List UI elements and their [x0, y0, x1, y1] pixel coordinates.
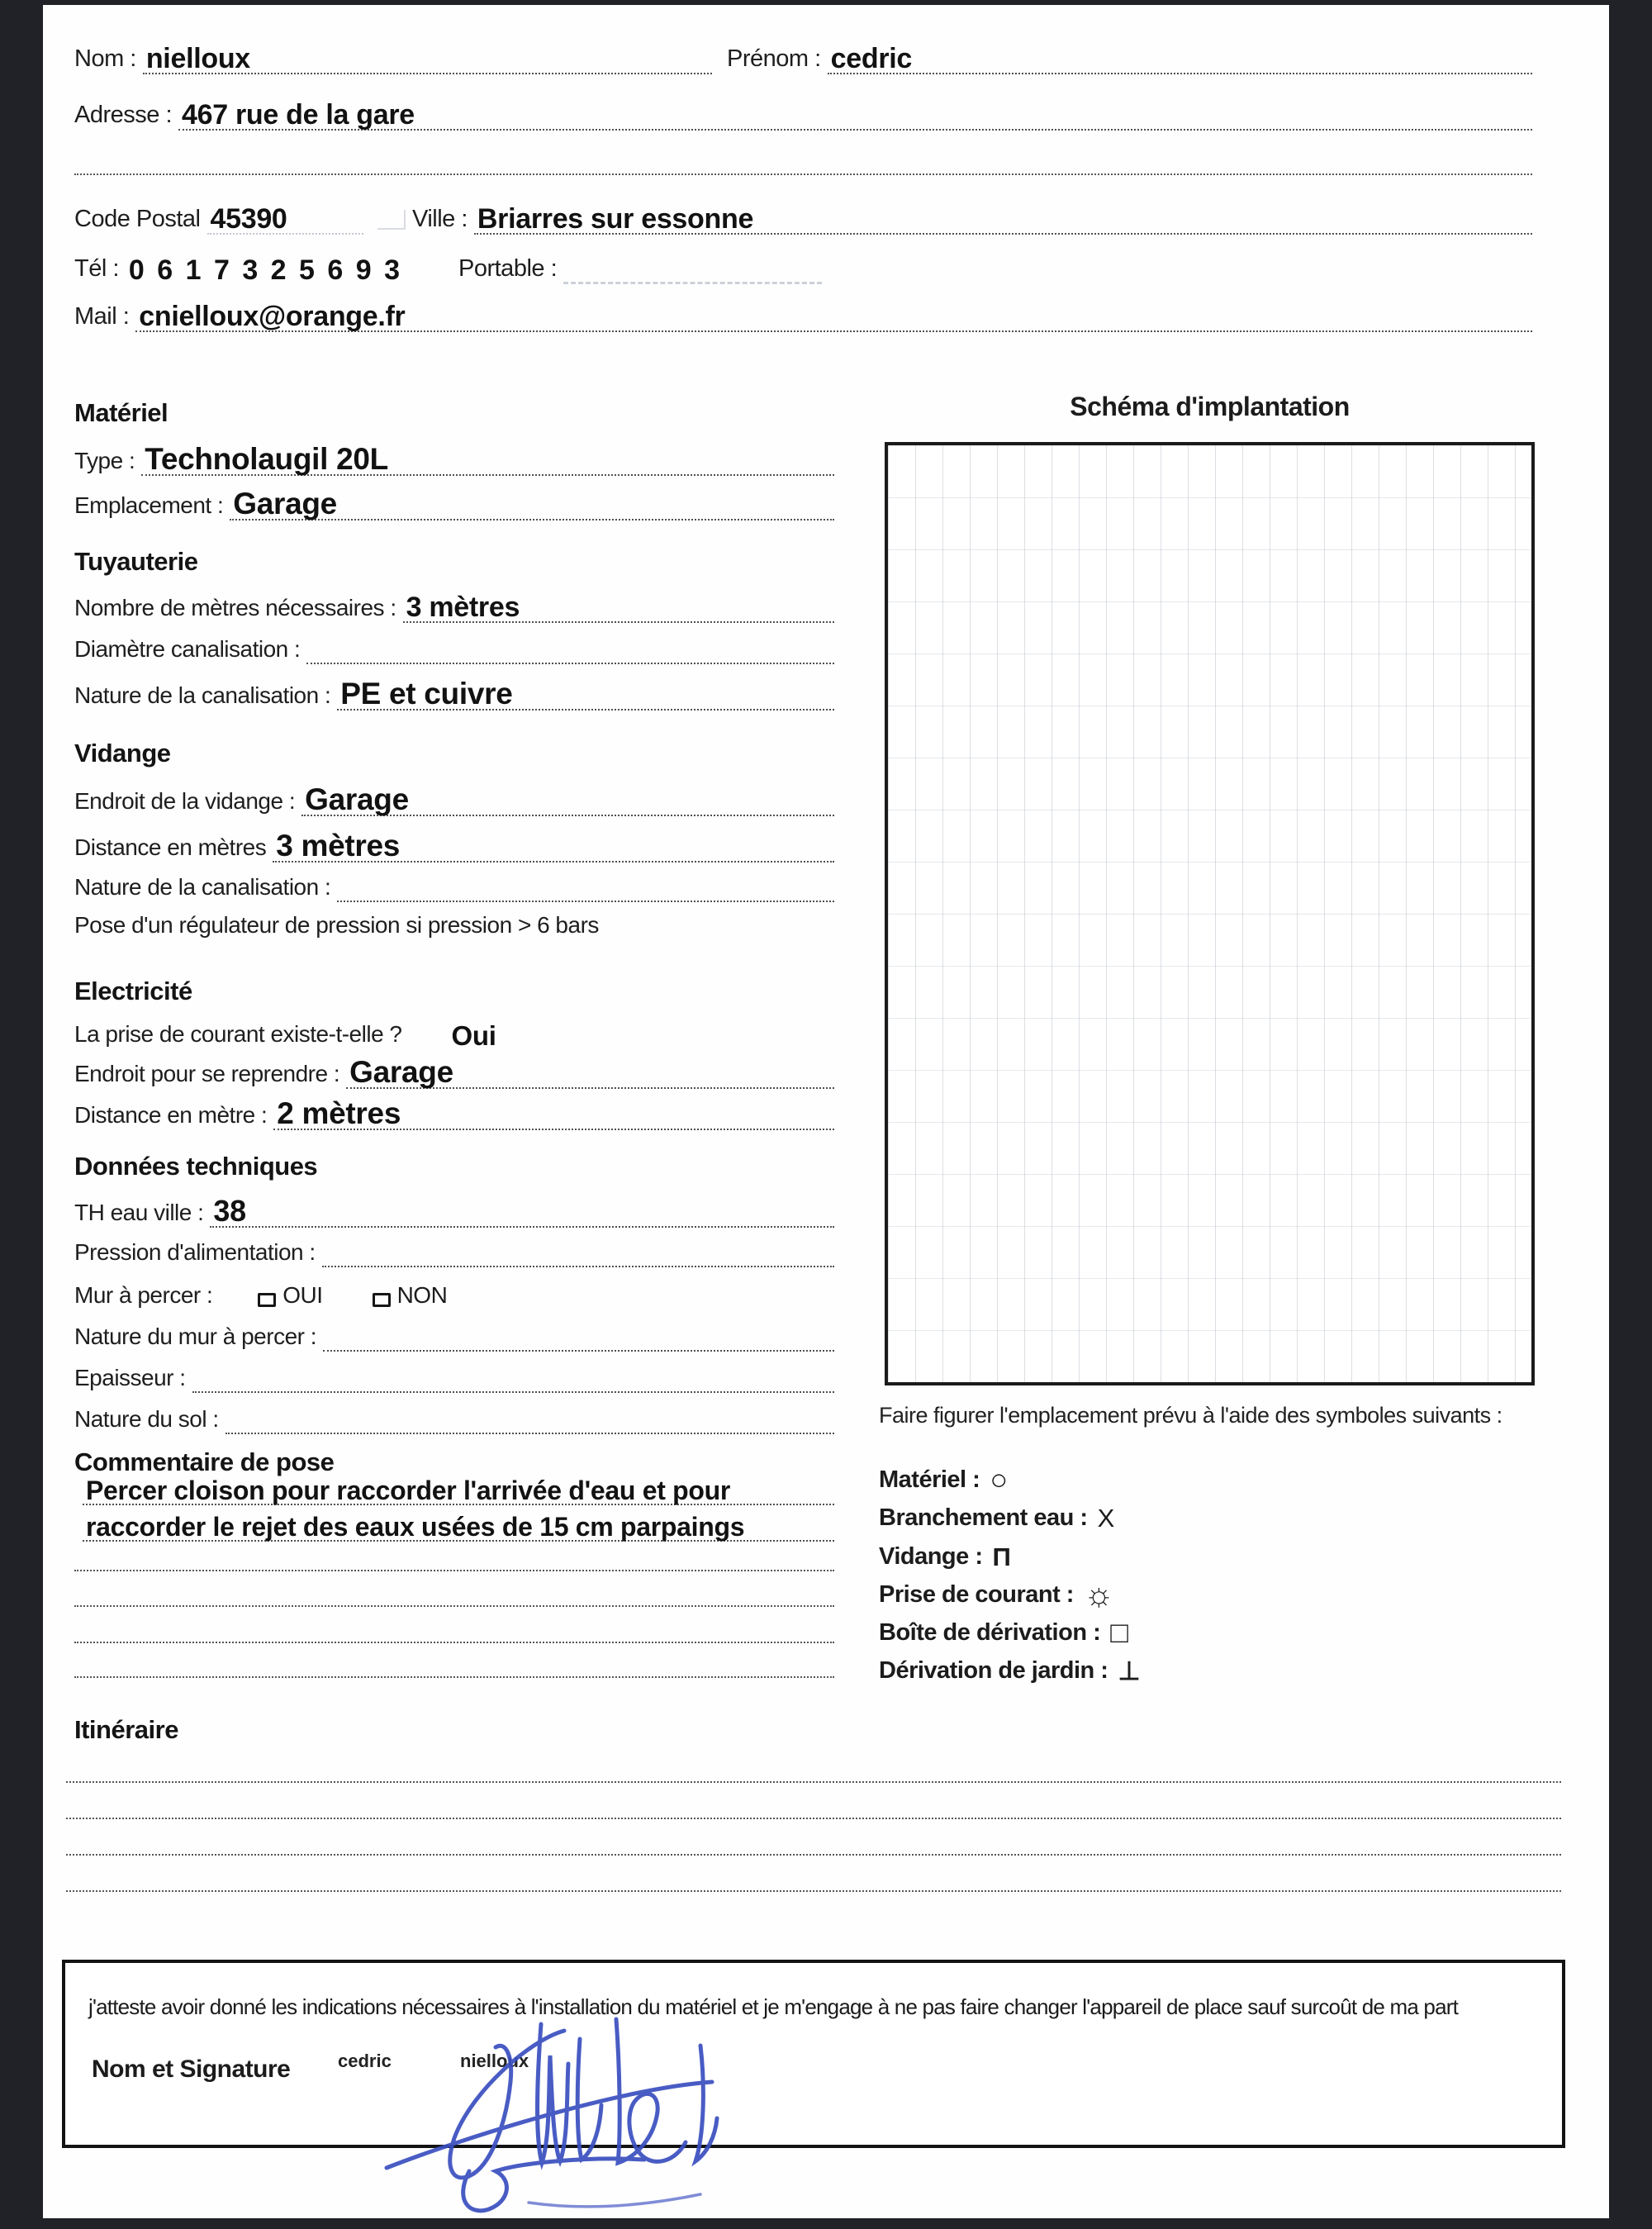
nature-canalisation-value: PE et cuivre: [340, 677, 513, 711]
itineraire-empty-line: [66, 1890, 1561, 1892]
code-postal-value: 45390: [210, 203, 287, 235]
pression-empty-line: [322, 1257, 834, 1267]
legend-derivation-jardin-label: Dérivation de jardin :: [879, 1656, 1108, 1684]
prise-existe-value: Oui: [451, 1020, 496, 1051]
nature-canalisation-vidange-empty-line: [337, 892, 834, 902]
type-value: Technolaugil 20L: [145, 442, 388, 476]
legend-branchement-eau-label: Branchement eau :: [879, 1504, 1088, 1531]
commentaire-empty-line: [74, 1570, 834, 1571]
nom-label: Nom :: [74, 45, 136, 72]
field-portable: [458, 248, 822, 284]
distance-vidange-label: Distance en mètres: [74, 834, 267, 860]
commentaire-empty-line: [74, 1642, 834, 1643]
legend-boite-derivation: [879, 1615, 1128, 1650]
materiel-heading: Matériel: [74, 398, 169, 427]
itineraire-empty-line: [66, 1818, 1561, 1819]
nature-sol-label: Nature du sol :: [74, 1406, 219, 1432]
distance-vidange-value: 3 mètres: [276, 829, 401, 863]
field-th-eau: [74, 1188, 834, 1228]
mail-value: cnielloux@orange.fr: [139, 301, 406, 332]
adresse-extra-line: [74, 173, 1532, 175]
legend-vidange-label: Vidange :: [879, 1542, 983, 1570]
diametre-empty-line: [306, 654, 834, 664]
nom-et-signature-label: Nom et Signature: [92, 2056, 291, 2083]
mur-a-percer-label: Mur à percer :: [74, 1282, 213, 1308]
pi-icon: Π: [992, 1542, 1011, 1571]
vidange-heading: Vidange: [74, 739, 171, 768]
non-checkbox-icon: [373, 1293, 391, 1307]
field-mail: [74, 296, 1532, 332]
signature-prenom-text: cedric: [338, 2051, 392, 2071]
signature-nom-text: nielloux: [460, 2051, 529, 2071]
pression-label: Pression d'alimentation :: [74, 1239, 316, 1265]
field-metres-necessaires: [74, 583, 834, 623]
legend-materiel: [879, 1462, 1008, 1497]
diametre-label: Diamètre canalisation :: [74, 636, 301, 662]
field-code-postal: [74, 198, 363, 235]
checkbox-non: [373, 1282, 448, 1310]
endroit-reprendre-label: Endroit pour se reprendre :: [74, 1061, 340, 1086]
portable-empty-line: [563, 273, 822, 284]
attestation-text: j'atteste avoir donné les indications nécessaires à l'installation du matériel et je m'engage à ne pas faire changer l'appareil de place sauf surcoût de ma part: [88, 1994, 1459, 2019]
form-page: [43, 5, 1609, 2218]
tel-value: 0 6 1 7 3 2 5 6 9 3: [128, 254, 403, 286]
emplacement-label: Emplacement :: [74, 492, 224, 518]
prenom-label: Prénom :: [727, 45, 821, 72]
portable-label: Portable :: [458, 255, 558, 282]
nature-sol-empty-line: [225, 1424, 834, 1434]
legend-derivation-jardin: [879, 1653, 1140, 1688]
field-epaisseur: [74, 1358, 834, 1393]
field-nature-canalisation: [74, 669, 834, 711]
ground-tack-icon: ⊥: [1118, 1656, 1141, 1685]
regulateur-note: Pose d'un régulateur de pression si pression > 6 bars: [74, 912, 599, 938]
endroit-reprendre-value: Garage: [349, 1055, 453, 1089]
commentaire-line2: [83, 1505, 834, 1542]
metres-necessaires-label: Nombre de mètres nécessaires :: [74, 595, 396, 620]
field-type: [74, 436, 834, 476]
itineraire-empty-line: [66, 1781, 1561, 1783]
commentaire-line2-text: raccorder le rejet des eaux usées de 15 cm parpaings: [86, 1512, 745, 1542]
x-mark-icon: X: [1097, 1503, 1115, 1533]
field-endroit-vidange: [74, 775, 834, 816]
field-diametre: [74, 630, 834, 664]
itineraire-heading: Itinéraire: [74, 1715, 178, 1744]
donnees-heading: Données techniques: [74, 1152, 318, 1181]
field-ville: [361, 198, 1532, 235]
adresse-label: Adresse :: [74, 102, 172, 128]
th-eau-value: 38: [213, 1194, 246, 1228]
mail-label: Mail :: [74, 303, 130, 330]
oui-checkbox-icon: [258, 1293, 276, 1307]
field-nature-sol: [74, 1400, 834, 1434]
th-eau-label: TH eau ville :: [74, 1200, 204, 1225]
tel-label: Tél :: [74, 255, 119, 282]
nom-value: nielloux: [145, 43, 250, 74]
nature-mur-label: Nature du mur à percer :: [74, 1324, 317, 1349]
field-prise-existe: [74, 1013, 834, 1049]
commentaire-heading: Commentaire de pose: [74, 1447, 335, 1476]
checkbox-oui: [258, 1282, 322, 1310]
commentaire-line1-text: Percer cloison pour raccorder l'arrivée d'eau et pour: [86, 1476, 731, 1505]
prise-existe-label: La prise de courant existe-t-elle ?: [74, 1021, 402, 1047]
field-emplacement: [74, 481, 834, 520]
nature-canalisation-vidange-label: Nature de la canalisation :: [74, 874, 331, 900]
circle-icon: ○: [990, 1462, 1009, 1496]
epaisseur-empty-line: [192, 1383, 834, 1393]
legend-prise-courant: [879, 1577, 1114, 1612]
code-postal-label: Code Postal: [74, 206, 201, 232]
field-pression: [74, 1233, 834, 1267]
commentaire-line1: [83, 1469, 834, 1505]
field-endroit-reprendre: [74, 1049, 834, 1089]
tuyauterie-heading: Tuyauterie: [74, 547, 198, 576]
field-prenom: [727, 38, 1532, 74]
prenom-value: cedric: [830, 43, 913, 74]
endroit-vidange-value: Garage: [305, 782, 409, 816]
legend-boite-derivation-label: Boîte de dérivation :: [879, 1618, 1101, 1646]
electricite-heading: Electricité: [74, 977, 192, 1005]
handwritten-signature: [372, 2006, 727, 2219]
field-distance-electricite: [74, 1091, 834, 1130]
legend-prise-courant-label: Prise de courant :: [879, 1580, 1074, 1608]
epaisseur-label: Epaisseur :: [74, 1365, 186, 1390]
schema-caption: Faire figurer l'emplacement prévu à l'aide des symboles suivants :: [879, 1403, 1502, 1428]
commentaire-empty-line: [74, 1676, 834, 1678]
nature-canalisation-label: Nature de la canalisation :: [74, 682, 331, 708]
type-label: Type :: [74, 448, 135, 473]
ville-value: Briarres sur essonne: [477, 203, 754, 235]
distance-electricite-value: 2 mètres: [277, 1096, 401, 1130]
emplacement-value: Garage: [233, 487, 337, 520]
non-label: NON: [396, 1282, 448, 1308]
schema-title: Schéma d'implantation: [1070, 392, 1350, 421]
nature-mur-empty-line: [323, 1342, 834, 1352]
endroit-vidange-label: Endroit de la vidange :: [74, 788, 296, 814]
field-adresse: [74, 94, 1532, 131]
field-mur-a-percer: [74, 1276, 834, 1310]
adresse-value: 467 rue de la gare: [182, 99, 415, 131]
legend-branchement-eau: [879, 1500, 1114, 1535]
legend-materiel-label: Matériel :: [879, 1466, 980, 1493]
attestation-box: [62, 1960, 1565, 2148]
metres-necessaires-value: 3 mètres: [406, 592, 520, 623]
oui-label: OUI: [282, 1282, 323, 1308]
sun-icon: ☼: [1083, 1576, 1114, 1613]
itineraire-empty-line: [66, 1854, 1561, 1856]
distance-electricite-label: Distance en mètre :: [74, 1102, 268, 1128]
legend-vidange: [879, 1539, 1011, 1574]
field-distance-vidange: [74, 821, 834, 863]
field-nature-mur: [74, 1317, 834, 1352]
ville-label: Ville :: [412, 206, 468, 232]
field-nature-canalisation-vidange: [74, 867, 834, 902]
schema-grid-box: [885, 442, 1535, 1385]
field-tel: [74, 248, 463, 284]
commentaire-empty-line: [74, 1605, 834, 1607]
field-nom: [74, 38, 712, 74]
square-icon: □: [1110, 1615, 1129, 1649]
